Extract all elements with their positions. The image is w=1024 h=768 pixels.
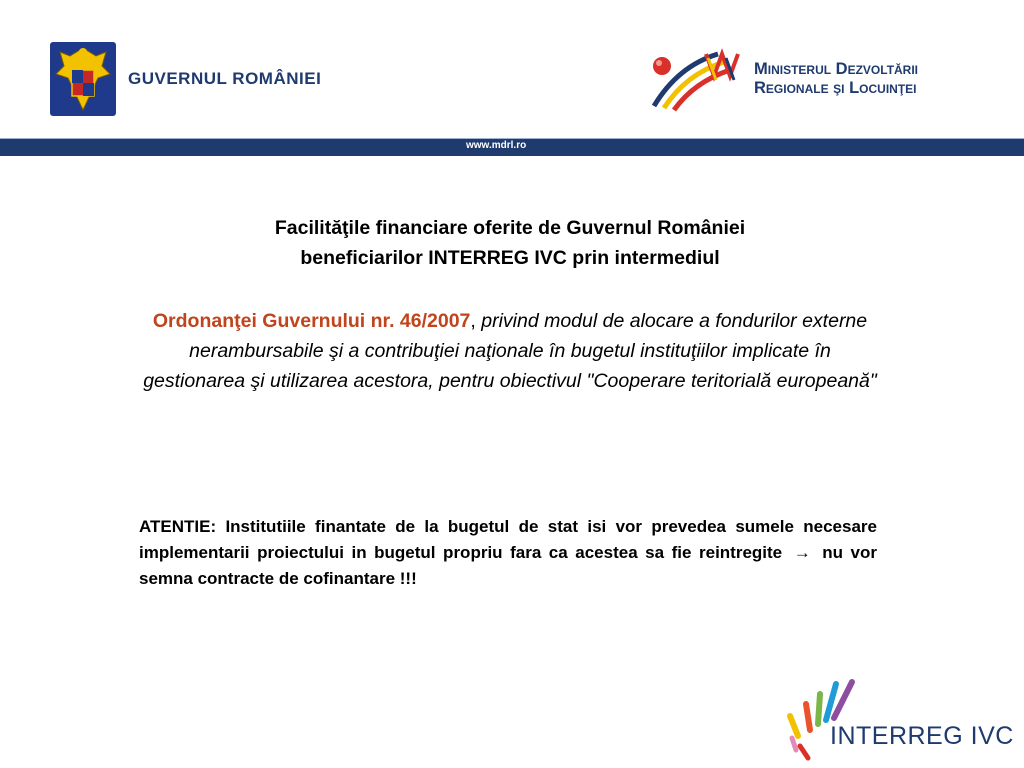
ministry-name bbox=[754, 60, 918, 98]
government-logo bbox=[48, 40, 321, 118]
title-line-2: beneficiarilor INTERREG IVC prin intermediul bbox=[300, 247, 720, 269]
ordinance-comma: , bbox=[470, 310, 476, 332]
ordinance-name: Ordonanţei Guvernului nr. 46/2007 bbox=[152, 310, 471, 332]
warning-paragraph bbox=[139, 514, 877, 592]
ministry-emblem-icon bbox=[648, 46, 748, 112]
ministry-name-line1: Ministerul Dezvoltării bbox=[754, 60, 919, 78]
ministry-name-line2: Regionale şi Locuinţei bbox=[754, 79, 917, 97]
interreg-logo-text: INTERREG IVC bbox=[830, 722, 1014, 750]
coat-of-arms-icon bbox=[48, 40, 118, 118]
warning-text-part2: nu vor semna contracte de cofinantare !!! bbox=[139, 543, 877, 588]
header-bar bbox=[0, 138, 1024, 156]
arrow-right-icon: → bbox=[793, 543, 811, 562]
ordinance-description: privind modul de alocare a fondurilor externe nerambursabile şi a contribuţiei naţionale în bugetul instituţiilor implicate în gestionarea şi utilizarea acestora, pentru obiectivul "Cooperare teritorială europeană" bbox=[143, 310, 877, 392]
government-name: GUVERNUL ROMÂNIEI bbox=[128, 69, 322, 88]
ministry-logo bbox=[648, 46, 918, 112]
ordinance-paragraph bbox=[140, 306, 880, 396]
slide-title bbox=[140, 213, 880, 273]
title-line-1: Facilităţile financiare oferite de Guvernul României bbox=[274, 217, 746, 239]
warning-text-part1: ATENTIE: Institutiile finantate de la bugetul de stat isi vor prevedea sumele necesare implementarii proiectului in bugetul propriu fara ca acestea sa fie reintregite bbox=[139, 517, 877, 562]
header bbox=[0, 0, 1024, 140]
website-link[interactable]: www.mdrl.ro bbox=[466, 140, 527, 151]
